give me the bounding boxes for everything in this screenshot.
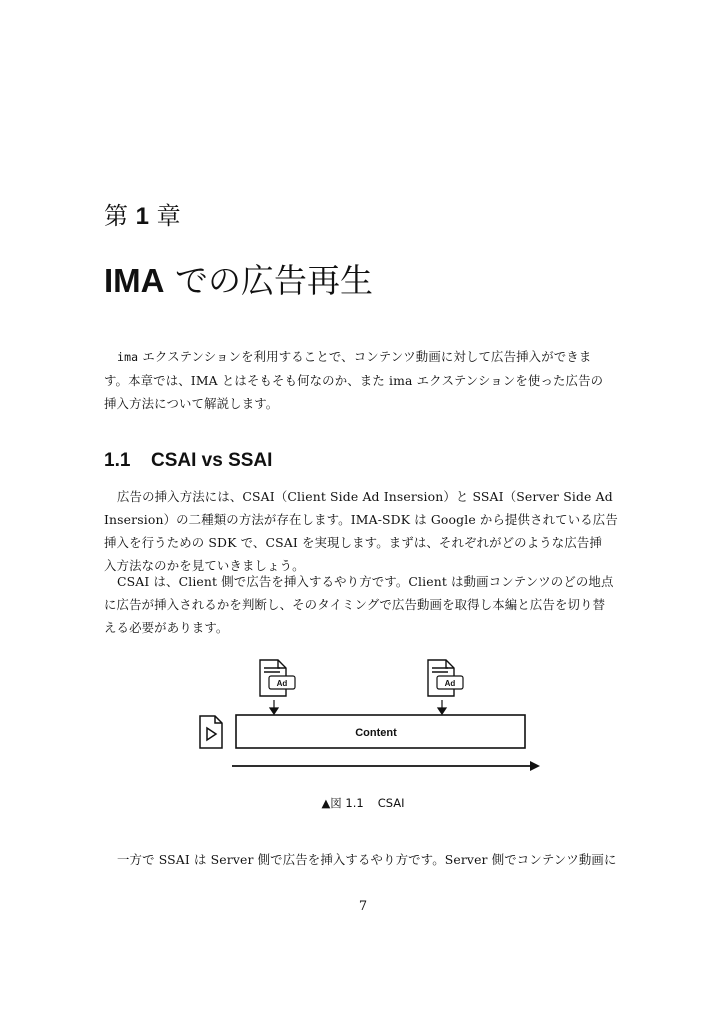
chapter-title — [104, 255, 373, 302]
intro-paragraph — [104, 345, 626, 415]
ad-label-2: Ad — [444, 679, 456, 688]
para3-line-1: 一方で SSAI は Server 側で広告を挿入するやり方です。Server 側でコンテンツ動画に — [117, 852, 617, 867]
intro-code: ima — [117, 350, 139, 364]
chapter-title-bold: IMA — [104, 262, 165, 299]
timeline-arrow — [232, 761, 540, 771]
ad-label-1: Ad — [276, 679, 288, 688]
content-label: Content — [355, 727, 397, 739]
chapter-label — [104, 196, 181, 231]
ad-file-icon-2 — [428, 660, 463, 696]
chapter-prefix: 第 — [104, 202, 128, 230]
paragraph-2 — [104, 570, 626, 639]
para1-line-4: 入方法なのかを見ていきましょう。 — [104, 558, 305, 573]
page-number: 7 — [358, 899, 368, 914]
para1-line-1: 広告の挿入方法には、CSAI（Client Side Ad Insersion）と SSAI（Server Side Ad — [117, 489, 613, 504]
csai-diagram — [190, 650, 550, 780]
chapter-title-rest: での広告再生 — [164, 261, 373, 300]
para2-line-3: える必要があります。 — [104, 620, 229, 635]
para1-line-2: Insersion）の二種類の方法が存在します。IMA-SDK は Google から提供されている広告 — [104, 512, 618, 527]
paragraph-1 — [104, 485, 626, 577]
chapter-number: 1 — [135, 203, 149, 230]
para2-line-1: CSAI は、Client 側で広告を挿入するやり方です。Client は動画コンテンツのどの地点 — [117, 574, 614, 589]
video-file-icon — [200, 716, 222, 748]
ad-insert-arrow-1 — [270, 700, 278, 714]
section-title: CSAI vs SSAI — [151, 450, 273, 471]
caption-marker: ▲図 1.1 — [321, 796, 364, 810]
ad-file-icon-1 — [260, 660, 295, 696]
paragraph-3 — [104, 848, 626, 871]
caption-title: CSAI — [377, 796, 405, 810]
section-number: 1.1 — [104, 450, 131, 471]
section-heading — [104, 450, 272, 472]
intro-line-1: エクステンションを利用することで、コンテンツ動画に対して広告挿入ができま — [138, 349, 592, 364]
intro-line-3: 挿入方法について解説します。 — [104, 396, 279, 411]
para2-line-2: に広告が挿入されるかを判断し、そのタイミングで広告動画を取得し本編と広告を切り替 — [104, 597, 606, 612]
intro-line-2: す。本章では、IMA とはそもそも何なのか、また ima エクステンションを使った広告の — [104, 373, 604, 388]
ad-insert-arrow-2 — [438, 700, 446, 714]
para1-line-3: 挿入を行うための SDK で、CSAI を実現します。まずは、それぞれがどのような広告挿 — [104, 535, 602, 550]
figure-caption — [0, 795, 726, 811]
chapter-suffix: 章 — [156, 202, 181, 230]
